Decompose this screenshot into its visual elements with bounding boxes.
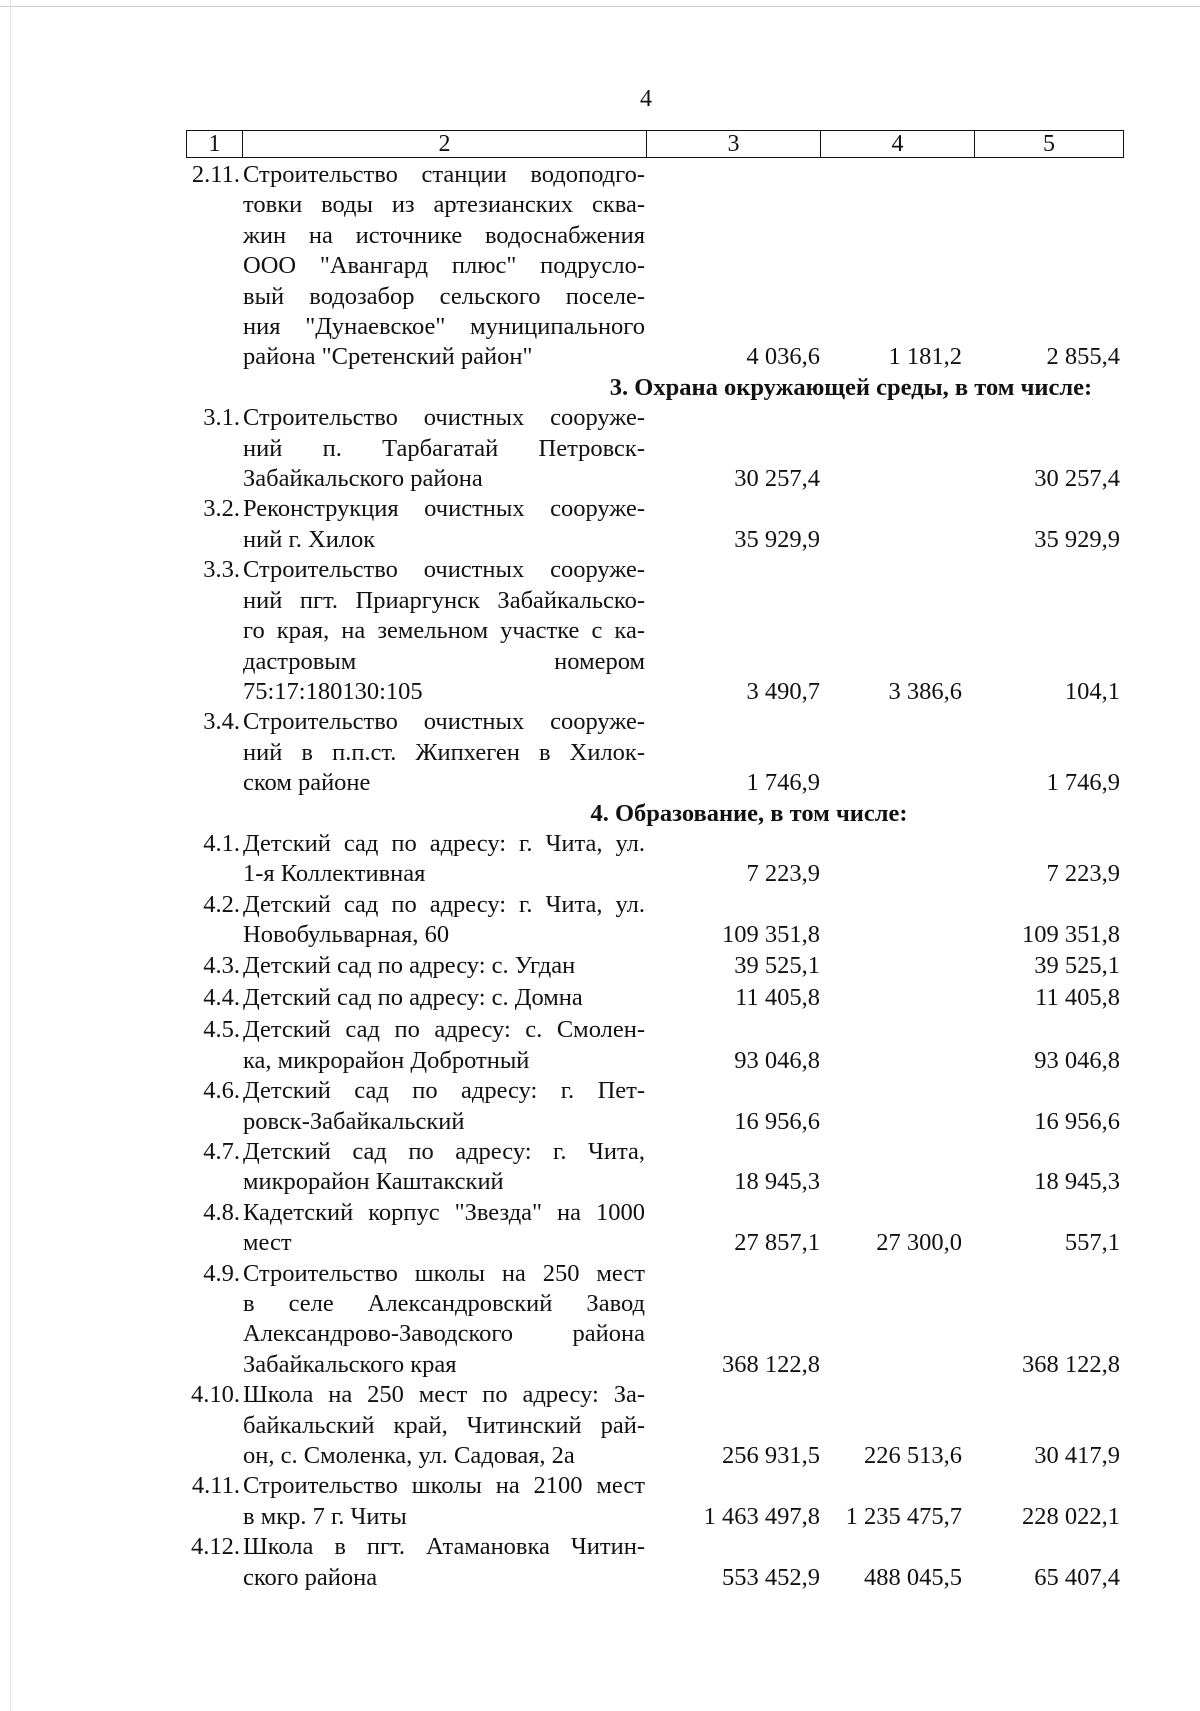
row-name-line: Детский сад по адресу: с. Домна bbox=[243, 983, 583, 1011]
table-row bbox=[186, 1471, 1124, 1532]
row-name-line: вый водозабор сельского поселе- bbox=[243, 282, 645, 310]
table-row bbox=[186, 1259, 1124, 1381]
row-name bbox=[240, 707, 645, 798]
row-number: 3.4. bbox=[203, 708, 240, 736]
row-value-column-4: 1 181,2 bbox=[888, 343, 962, 371]
row-name-line: ний в п.п.ст. Жипхеген в Хилок- bbox=[243, 738, 645, 766]
row-name-line: Детский сад по адресу: с. Смолен- bbox=[243, 1016, 645, 1044]
row-value-column-5: 16 956,6 bbox=[1034, 1107, 1120, 1135]
table-row bbox=[186, 160, 1124, 373]
row-value-column-5: 557,1 bbox=[1064, 1229, 1120, 1257]
row-number: 4.7. bbox=[203, 1138, 240, 1165]
row-name bbox=[240, 160, 645, 373]
row-name bbox=[240, 983, 645, 1013]
row-number: 4.3. bbox=[203, 951, 240, 979]
row-value-column-5: 18 945,3 bbox=[1034, 1168, 1120, 1196]
row-name-line: ООО "Авангард плюс" подрусло- bbox=[243, 252, 645, 280]
row-name-line: ского района bbox=[243, 1563, 378, 1591]
row-value-column-3: 16 956,6 bbox=[734, 1107, 820, 1135]
table-row bbox=[186, 983, 1124, 1013]
row-value-column-3: 4 036,6 bbox=[746, 343, 820, 371]
row-value-column-4: 488 045,5 bbox=[864, 1563, 962, 1591]
row-value-column-5: 11 405,8 bbox=[1035, 983, 1120, 1011]
row-name bbox=[240, 1532, 645, 1593]
row-name bbox=[240, 1259, 645, 1381]
row-number: 4.5. bbox=[203, 1016, 240, 1044]
row-value-column-3: 553 452,9 bbox=[722, 1563, 820, 1591]
row-name bbox=[240, 494, 645, 555]
row-name-line: Детский сад по адресу: г. Чита, bbox=[243, 1138, 645, 1165]
table-header-row bbox=[186, 130, 1124, 158]
row-number: 4.8. bbox=[203, 1198, 240, 1226]
row-name-line: Кадетский корпус "Звезда" на 1000 bbox=[243, 1198, 645, 1226]
row-name-line: го края, на земельном участке с ка- bbox=[243, 617, 645, 645]
row-name-line: товки воды из артезианских сква- bbox=[243, 191, 645, 219]
row-value-column-5: 39 525,1 bbox=[1034, 951, 1120, 979]
row-value-column-3: 7 223,9 bbox=[746, 860, 820, 888]
table-row bbox=[186, 1015, 1124, 1076]
row-name-line: ка, микрорайон Добротный bbox=[243, 1046, 530, 1074]
row-name-line: в мкр. 7 г. Читы bbox=[243, 1502, 407, 1530]
row-value-column-5: 1 746,9 bbox=[1046, 769, 1120, 797]
row-value-column-3: 27 857,1 bbox=[734, 1229, 820, 1257]
row-name-line: ний г. Хилок bbox=[243, 525, 376, 553]
row-number: 4.12. bbox=[191, 1533, 240, 1561]
row-value-column-5: 368 122,8 bbox=[1022, 1350, 1120, 1378]
row-name-line: ском районе bbox=[243, 769, 371, 797]
row-value-column-5: 104,1 bbox=[1064, 677, 1120, 705]
row-name-line: ний пгт. Приаргунск Забайкальско- bbox=[243, 586, 645, 614]
table-row bbox=[186, 1532, 1124, 1593]
row-number: 4.2. bbox=[203, 890, 240, 918]
row-name-line: Школа на 250 мест по адресу: За- bbox=[243, 1381, 645, 1409]
row-name-line: ния "Дунаевское" муниципального bbox=[243, 313, 645, 341]
header-cell-1: 1 bbox=[187, 131, 243, 157]
row-name bbox=[240, 829, 645, 890]
row-value-column-5: 228 022,1 bbox=[1022, 1502, 1120, 1530]
row-value-column-3: 1 746,9 bbox=[746, 769, 820, 797]
table-row bbox=[186, 951, 1124, 981]
section-heading: 4. Образование, в том числе: bbox=[590, 799, 908, 827]
page-number: 4 bbox=[640, 86, 652, 112]
row-number: 3.2. bbox=[203, 495, 240, 523]
row-name-line: ний п. Тарбагатай Петровск- bbox=[243, 434, 645, 462]
header-cell-4: 4 bbox=[821, 131, 975, 157]
table-row bbox=[186, 890, 1124, 951]
header-cell-5: 5 bbox=[1043, 131, 1055, 157]
row-name-line: 1-я Коллективная bbox=[243, 860, 426, 888]
row-name-line: мест bbox=[243, 1229, 292, 1257]
row-value-column-5: 35 929,9 bbox=[1034, 525, 1120, 553]
row-name-line: Детский сад по адресу: с. Угдан bbox=[243, 951, 576, 979]
row-name bbox=[240, 951, 645, 981]
row-value-column-4: 226 513,6 bbox=[864, 1442, 962, 1470]
row-value-column-5: 65 407,4 bbox=[1034, 1563, 1120, 1591]
row-name bbox=[240, 403, 645, 494]
row-name bbox=[240, 1076, 645, 1137]
row-value-column-3: 30 257,4 bbox=[734, 465, 820, 493]
section-heading: 3. Охрана окружающей среды, в том числе: bbox=[609, 373, 1093, 401]
row-value-column-4: 1 235 475,7 bbox=[845, 1502, 962, 1530]
table-row bbox=[186, 555, 1124, 707]
row-name-line: микрорайон Каштакский bbox=[243, 1168, 504, 1196]
row-value-column-5: 93 046,8 bbox=[1034, 1046, 1120, 1074]
row-value-column-3: 35 929,9 bbox=[734, 525, 820, 553]
row-name bbox=[240, 1471, 645, 1532]
row-name-line: Забайкальского края bbox=[243, 1350, 457, 1378]
table-row bbox=[186, 1380, 1124, 1471]
row-name-line: Новобульварная, 60 bbox=[243, 921, 450, 949]
row-value-column-3: 11 405,8 bbox=[735, 983, 820, 1011]
table-row bbox=[186, 1198, 1124, 1259]
scan-edge-top bbox=[0, 6, 1200, 7]
row-value-column-4: 3 386,6 bbox=[888, 677, 962, 705]
row-name-line: Детский сад по адресу: г. Пет- bbox=[243, 1077, 645, 1105]
row-value-column-3: 109 351,8 bbox=[722, 921, 820, 949]
row-value-column-5: 7 223,9 bbox=[1046, 860, 1120, 888]
scan-edge-left bbox=[10, 0, 11, 1711]
row-name-line: в селе Александровский Завод bbox=[243, 1290, 645, 1318]
table-row bbox=[186, 494, 1124, 555]
row-value-column-5: 30 417,9 bbox=[1034, 1442, 1120, 1470]
row-name-line: байкальский край, Читинский рай- bbox=[243, 1411, 645, 1439]
row-name-line: 75:17:180130:105 bbox=[243, 677, 423, 705]
header-cell-3: 3 bbox=[647, 131, 821, 157]
row-name-line: Детский сад по адресу: г. Чита, ул. bbox=[243, 890, 645, 918]
row-name bbox=[240, 1137, 645, 1198]
header-cell-2: 2 bbox=[243, 131, 647, 157]
row-number: 4.10. bbox=[191, 1381, 240, 1409]
row-name-line: Строительство очистных сооруже- bbox=[243, 708, 645, 736]
row-number: 4.6. bbox=[203, 1077, 240, 1105]
row-number: 3.3. bbox=[203, 556, 240, 584]
row-name bbox=[240, 890, 645, 951]
row-value-column-3: 18 945,3 bbox=[734, 1168, 820, 1196]
row-value-column-3: 93 046,8 bbox=[734, 1046, 820, 1074]
row-name-line: района "Сретенский район" bbox=[243, 343, 533, 371]
table-row bbox=[186, 1137, 1124, 1198]
row-name-line: Детский сад по адресу: г. Чита, ул. bbox=[243, 829, 645, 857]
row-name-line: Строительство станции водоподго- bbox=[243, 161, 645, 188]
row-number: 4.4. bbox=[203, 983, 240, 1011]
row-value-column-3: 368 122,8 bbox=[722, 1350, 820, 1378]
row-name-line: жин на источнике водоснабжения bbox=[243, 221, 645, 249]
row-number: 4.11. bbox=[191, 1472, 240, 1500]
row-number: 3.1. bbox=[203, 404, 240, 432]
row-name-line: Реконструкция очистных сооруже- bbox=[243, 495, 645, 523]
row-name bbox=[240, 1015, 645, 1076]
row-value-column-3: 3 490,7 bbox=[746, 677, 820, 705]
row-name bbox=[240, 1380, 645, 1471]
table-body bbox=[186, 160, 1124, 1593]
table-row bbox=[186, 829, 1124, 890]
row-number: 4.9. bbox=[203, 1259, 240, 1287]
row-name bbox=[240, 555, 645, 707]
row-name-line: Школа в пгт. Атамановка Читин- bbox=[243, 1533, 645, 1561]
row-name-line: Строительство очистных сооруже- bbox=[243, 404, 645, 432]
row-name-line: Забайкальского района bbox=[243, 465, 483, 493]
row-number: 2.11. bbox=[191, 161, 240, 188]
row-name-line: Строительство школы на 2100 мест bbox=[243, 1472, 645, 1500]
row-value-column-5: 30 257,4 bbox=[1034, 465, 1120, 493]
row-name-line: Александрово-Заводского района bbox=[243, 1320, 645, 1348]
table-row bbox=[186, 1076, 1124, 1137]
row-name-line: дастровым номером bbox=[243, 647, 645, 675]
row-name-line: он, с. Смоленка, ул. Садовая, 2а bbox=[243, 1442, 575, 1470]
row-value-column-3: 1 463 497,8 bbox=[703, 1502, 820, 1530]
table-row bbox=[186, 403, 1124, 494]
row-name bbox=[240, 1198, 645, 1259]
table-row bbox=[186, 707, 1124, 798]
row-name-line: Строительство школы на 250 мест bbox=[243, 1259, 645, 1287]
row-number: 4.1. bbox=[203, 829, 240, 857]
row-value-column-4: 27 300,0 bbox=[876, 1229, 962, 1257]
row-value-column-3: 256 931,5 bbox=[722, 1442, 820, 1470]
row-value-column-5: 2 855,4 bbox=[1046, 343, 1120, 371]
row-name-line: ровск-Забайкальский bbox=[243, 1107, 465, 1135]
row-value-column-3: 39 525,1 bbox=[734, 951, 820, 979]
row-value-column-5: 109 351,8 bbox=[1022, 921, 1120, 949]
row-name-line: Строительство очистных сооруже- bbox=[243, 556, 645, 584]
